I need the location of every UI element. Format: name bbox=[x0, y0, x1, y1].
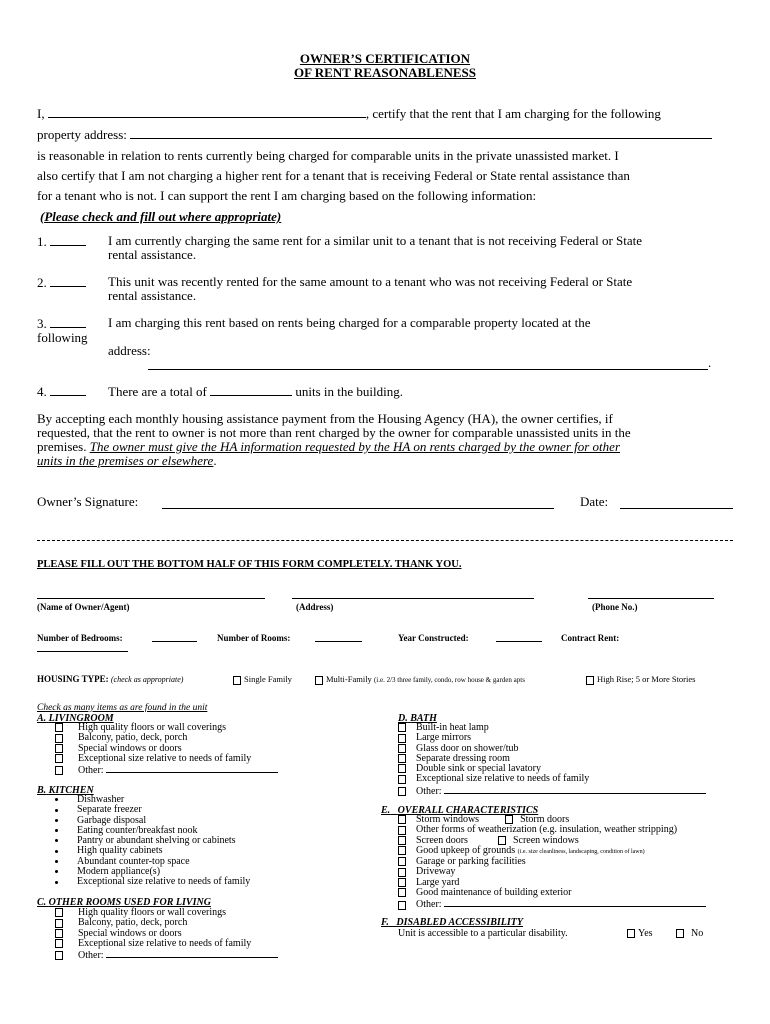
other-blank[interactable] bbox=[106, 949, 278, 958]
list-item[interactable]: Glass door on shower/tub bbox=[398, 744, 706, 754]
list-item[interactable]: High quality floors or wall coverings bbox=[55, 723, 278, 733]
bullet-icon bbox=[55, 819, 58, 822]
address-label: (Address) bbox=[296, 602, 334, 612]
section-a-header: A. LIVINGROOM bbox=[37, 713, 114, 724]
list-item[interactable]: Exceptional size relative to needs of family bbox=[55, 939, 278, 949]
item-3-number: 3. following bbox=[37, 316, 88, 345]
property-address-label: property address: bbox=[37, 127, 127, 142]
checkbox[interactable] bbox=[398, 744, 406, 753]
item-2-check-blank[interactable] bbox=[50, 275, 86, 287]
section-c-list bbox=[55, 908, 278, 961]
item-4-number: 4. bbox=[37, 384, 86, 399]
list-item[interactable]: Special windows or doors bbox=[55, 929, 278, 939]
intro-i: I, bbox=[37, 106, 45, 121]
section-e-header: E. OVERALL CHARACTERISTICS bbox=[381, 805, 539, 816]
item-1-text: I am currently charging the same rent for a similar unit to a tenant that is not receiving Federal or State rental assistance. bbox=[108, 233, 643, 262]
owner-name-blank[interactable] bbox=[48, 106, 366, 118]
bullet-icon bbox=[55, 860, 58, 863]
list-item[interactable]: Double sink or special lavatory bbox=[398, 764, 706, 774]
bullet-icon bbox=[55, 798, 58, 801]
section-e-list bbox=[398, 815, 706, 911]
checkbox[interactable] bbox=[398, 878, 406, 887]
instruction-text: (Please check and fill out where appropriate) bbox=[40, 209, 282, 224]
contract-rent-label: Contract Rent: bbox=[561, 633, 620, 643]
checkbox[interactable] bbox=[398, 734, 406, 743]
intro-line-1 bbox=[37, 104, 737, 124]
list-item[interactable]: Built-in heat lamp bbox=[398, 723, 706, 733]
bullet-icon bbox=[55, 809, 58, 812]
list-item[interactable]: Large yard bbox=[398, 878, 706, 888]
bedrooms-label: Number of Bedrooms: bbox=[37, 633, 123, 643]
units-count-blank[interactable] bbox=[210, 384, 292, 396]
form-title-line2: OF RENT REASONABLENESS bbox=[293, 65, 477, 80]
list-item[interactable]: Storm windows Storm doors bbox=[398, 815, 706, 825]
checkbox[interactable] bbox=[55, 939, 63, 948]
list-item[interactable]: Separate dressing room bbox=[398, 754, 706, 764]
checkbox[interactable] bbox=[55, 723, 63, 732]
list-item[interactable]: Dishwasher bbox=[55, 795, 250, 805]
comparable-address-blank[interactable] bbox=[148, 369, 708, 370]
list-item[interactable]: Other: bbox=[398, 898, 706, 910]
list-item[interactable]: High quality floors or wall coverings bbox=[55, 908, 278, 918]
rooms-field[interactable] bbox=[315, 641, 362, 642]
bullet-icon bbox=[55, 850, 58, 853]
section-f-header: F. DISABLED ACCESSIBILITY bbox=[381, 917, 524, 928]
checkbox[interactable] bbox=[398, 901, 406, 910]
section-c-header: C. OTHER ROOMS USED FOR LIVING bbox=[37, 897, 211, 908]
cut-line-divider bbox=[37, 540, 733, 541]
accessibility-yes-option[interactable]: Yes bbox=[627, 929, 653, 939]
high-rise-checkbox[interactable] bbox=[586, 676, 594, 685]
list-item[interactable]: Exceptional size relative to needs of family bbox=[55, 754, 278, 764]
checkbox[interactable] bbox=[55, 734, 63, 743]
date-label: Date: bbox=[580, 494, 609, 509]
checkbox[interactable] bbox=[505, 815, 513, 824]
list-item[interactable]: Abundant counter-top space bbox=[55, 857, 250, 867]
list-item[interactable]: Driveway bbox=[398, 867, 706, 877]
checkbox[interactable] bbox=[55, 766, 63, 775]
owner-signature-label: Owner’s Signature: bbox=[37, 494, 139, 509]
phone-field[interactable] bbox=[588, 598, 714, 599]
list-item[interactable]: Balcony, patio, deck, porch bbox=[55, 918, 278, 928]
checkbox[interactable] bbox=[398, 868, 406, 877]
accept-paragraph: By accepting each monthly housing assistance payment from the Housing Agency (HA), the owner certifies, if requested, that the rent to owner is not more than rent charged by the owner for comparable unassisted units in the premises. The owner must give the HA information requested by the HA on rents charged by the owner for other units in the premises or elsewhere. bbox=[37, 411, 631, 468]
section-d-list bbox=[398, 723, 706, 797]
checkbox[interactable] bbox=[398, 826, 406, 835]
intro-line-2 bbox=[37, 125, 737, 145]
checkbox[interactable] bbox=[398, 764, 406, 773]
list-item[interactable]: Garage or parking facilities bbox=[398, 857, 706, 867]
property-address-blank[interactable] bbox=[130, 127, 712, 139]
housing-type-row: HOUSING TYPE: (check as appropriate) bbox=[37, 674, 184, 684]
checkbox[interactable] bbox=[398, 775, 406, 784]
checkbox[interactable] bbox=[398, 836, 406, 845]
yes-checkbox[interactable] bbox=[627, 929, 635, 938]
checkbox[interactable] bbox=[55, 919, 63, 928]
single-family-checkbox[interactable] bbox=[233, 676, 241, 685]
bullet-icon bbox=[55, 829, 58, 832]
checkbox[interactable] bbox=[398, 754, 406, 763]
list-item[interactable]: Other: bbox=[398, 785, 706, 797]
list-item[interactable]: Pantry or abundant shelving or cabinets bbox=[55, 836, 250, 846]
list-item[interactable]: Special windows or doors bbox=[55, 744, 278, 754]
accessibility-no-option[interactable]: No bbox=[676, 929, 703, 939]
list-item[interactable]: Eating counter/breakfast nook bbox=[55, 826, 250, 836]
list-item[interactable]: Balcony, patio, deck, porch bbox=[55, 733, 278, 743]
checkbox[interactable] bbox=[398, 846, 406, 855]
fill-out-notice: PLEASE FILL OUT THE BOTTOM HALF OF THIS FORM COMPLETELY. THANK YOU. bbox=[37, 559, 462, 570]
list-item[interactable]: Other: bbox=[55, 949, 278, 961]
checkbox[interactable] bbox=[498, 836, 506, 845]
bullet-icon bbox=[55, 839, 58, 842]
checkbox[interactable] bbox=[55, 908, 63, 917]
item-1-check-blank[interactable] bbox=[50, 234, 86, 246]
contract-rent-field[interactable] bbox=[37, 651, 128, 652]
check-items-instruction: Check as many items as are found in the unit bbox=[37, 703, 208, 713]
other-blank[interactable] bbox=[106, 764, 278, 773]
owner-agent-name-label: (Name of Owner/Agent) bbox=[37, 602, 130, 612]
item-3-check-blank[interactable] bbox=[50, 316, 86, 328]
list-item[interactable]: Garbage disposal bbox=[55, 816, 250, 826]
intro-line-3: is reasonable in relation to rents currently being charged for comparable units in the private unassisted market. I bbox=[37, 148, 619, 163]
phone-label: (Phone No.) bbox=[592, 602, 638, 612]
list-item[interactable]: Modern appliance(s) bbox=[55, 867, 250, 877]
form-title-line1: OWNER’S CERTIFICATION bbox=[299, 51, 471, 66]
other-blank[interactable] bbox=[444, 785, 706, 794]
list-item[interactable]: Other forms of weatherization (e.g. insulation, weather stripping) bbox=[398, 825, 706, 835]
list-item[interactable]: Other: bbox=[55, 764, 278, 776]
owner-signature-field[interactable] bbox=[162, 508, 554, 509]
checkbox[interactable] bbox=[55, 951, 63, 960]
checkbox[interactable] bbox=[398, 857, 406, 866]
multi-family-checkbox[interactable] bbox=[315, 676, 323, 685]
housing-type-multi[interactable]: Multi-Family (i.e. 2/3 three family, condo, row house & garden apts bbox=[315, 674, 525, 685]
other-blank[interactable] bbox=[444, 898, 706, 907]
item-3-text: I am charging this rent based on rents being charged for a comparable property located at the bbox=[108, 315, 591, 330]
year-constructed-field[interactable] bbox=[496, 641, 542, 642]
checkbox[interactable] bbox=[55, 929, 63, 938]
section-b-list bbox=[55, 795, 250, 888]
owner-agent-name-field[interactable] bbox=[37, 598, 265, 599]
list-item[interactable]: Exceptional size relative to needs of family bbox=[55, 877, 250, 887]
list-item[interactable]: Good maintenance of building exterior bbox=[398, 888, 706, 898]
list-item[interactable]: Large mirrors bbox=[398, 733, 706, 743]
section-d-header: D. BATH bbox=[398, 713, 437, 724]
section-a-list bbox=[55, 723, 278, 776]
intro-certify-text: , certify that the rent that I am charging for the following bbox=[365, 106, 661, 121]
item-4-check-blank[interactable] bbox=[50, 384, 86, 396]
item-2-number: 2. bbox=[37, 275, 86, 290]
checkbox[interactable] bbox=[398, 888, 406, 897]
list-item[interactable]: Screen doors Screen windows bbox=[398, 836, 706, 846]
item-1-number: 1. bbox=[37, 234, 86, 249]
year-constructed-label: Year Constructed: bbox=[398, 633, 469, 643]
bedrooms-field[interactable] bbox=[152, 641, 197, 642]
accessibility-row bbox=[398, 929, 568, 939]
checkbox[interactable] bbox=[398, 723, 406, 732]
list-item[interactable]: Exceptional size relative to needs of family bbox=[398, 774, 706, 784]
list-item[interactable]: High quality cabinets bbox=[55, 846, 250, 856]
section-b-header: B. KITCHEN bbox=[37, 785, 94, 796]
no-checkbox[interactable] bbox=[676, 929, 684, 938]
address-field[interactable] bbox=[292, 598, 534, 599]
checkbox[interactable] bbox=[398, 815, 406, 824]
accessibility-text: Unit is accessible to a particular disability. bbox=[398, 928, 568, 939]
intro-line-4: also certify that I am not charging a higher rent for a tenant that is receiving Federal or State rental assistance than bbox=[37, 168, 630, 183]
housing-type-single[interactable]: Single Family bbox=[233, 674, 292, 685]
housing-type-high-rise[interactable]: High Rise; 5 or More Stories bbox=[586, 674, 695, 685]
item-4-text: There are a total of units in the building. bbox=[108, 384, 404, 399]
address-period: . bbox=[708, 355, 712, 370]
checkbox[interactable] bbox=[398, 787, 406, 796]
item-3-address-label: address: bbox=[108, 343, 151, 358]
list-item[interactable]: Good upkeep of grounds (i.e. size cleanliness, landscaping, condition of lawn) bbox=[398, 846, 706, 857]
rooms-label: Number of Rooms: bbox=[217, 633, 291, 643]
item-2-text: This unit was recently rented for the same amount to a tenant who was not receiving Federal or State rental assistance. bbox=[108, 274, 633, 303]
bullet-icon bbox=[55, 881, 58, 884]
bullet-icon bbox=[55, 870, 58, 873]
checkbox[interactable] bbox=[55, 754, 63, 763]
list-item[interactable]: Separate freezer bbox=[55, 805, 250, 815]
date-field[interactable] bbox=[620, 508, 733, 509]
intro-line-5: for a tenant who is not. I can support the rent I am charging based on the following information: bbox=[37, 188, 537, 203]
checkbox[interactable] bbox=[55, 744, 63, 753]
